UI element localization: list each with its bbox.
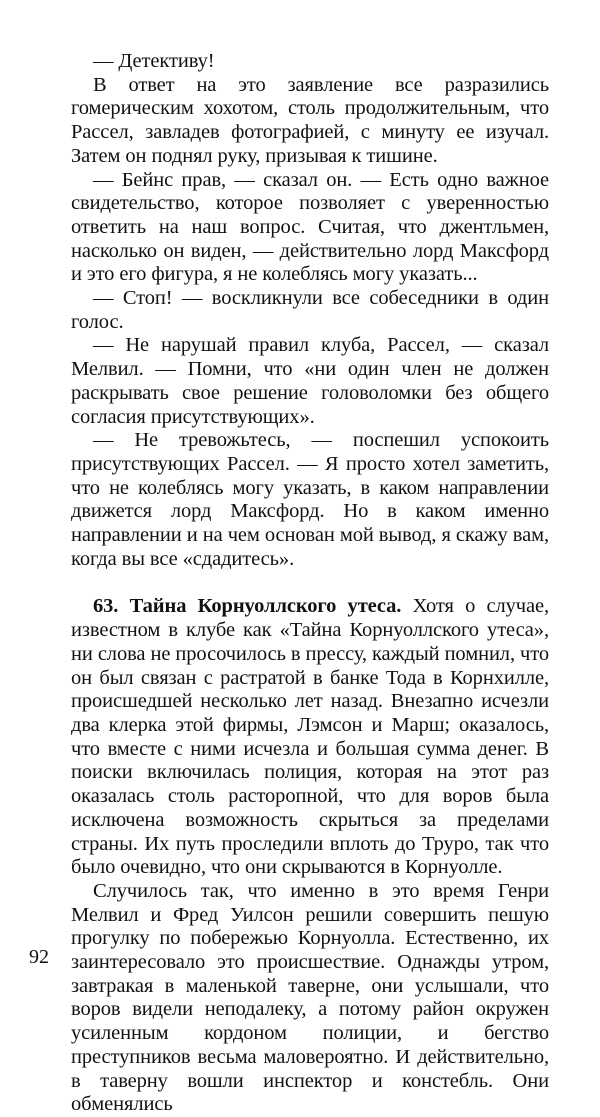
paragraph-dont-worry: — Не тревожьтесь, — поспешил успокоить присутствующих Рассел. — Я просто хотел заметить, что не колеблясь могу указать, в каком направлении движется лорд Максфорд. Но в каком именно направлении и на чем основан мой вывод, я скажу вам, когда вы все «сдадитесь». [71,429,549,570]
section-first-paragraph [71,595,549,879]
paragraph-baines-right: — Бейнс прав, — сказал он. — Есть одно важное свидетельство, которое позволяет с уверенностью ответить на наш вопрос. Считая, что джентльмен, насколько он виден, — действительно лорд Максфорд и это его фигура, я не колеблясь могу указать... [71,168,549,286]
page-number: 92 [29,946,49,968]
dialogue-paragraph-detective: — Детективу! [93,50,215,72]
section-heading: 63. Тайна Корнуоллского утеса. [93,595,402,618]
section-first-paragraph-text: Хотя о случае, известном в клубе как «Тайна Корнуоллского утеса», ни слова не просочилось в прессу, каждый помнил, что он был связан с растратой в банке Тода в Корнхилле, происшедшей несколько лет назад. Внезапно исчезли два клерка этой фирмы, Лэмсон и Марш; оказалось, что вместе с ними исчезла и большая сумма денег. В поиски включилась полиция, которая на этот раз оказалась столь расторопной, что для воров была исключена возможность скрыться за пределами страны. Их путь проследили вплоть до Труро, так что было очевидно, что они скрываются в Корнуолле. [71,595,549,879]
page-content [71,50,549,1117]
paragraph-stop: — Стоп! — воскликнули все собеседники в один голос. [71,287,549,333]
paragraph-laughter: В ответ на это заявление все разразились гомерическим хохотом, столь продолжительным, что Рассел, завладев фотографией, с минуту ее изучал. Затем он поднял руку, призывая к тишине. [71,73,549,167]
section-second-paragraph: Случилось так, что именно в это время Генри Мелвил и Фред Уилсон решили совершить пешую прогулку по побережью Корнуолла. Естественно, их заинтересовало это происшествие. Однажды утром, завтракая в маленькой таверне, они услышали, что воров видели неподалеку, а потому район окружен усиленным кордоном полиции, и бегство преступников весьма маловероятно. И действительно, в таверну вошли инспектор и констебль. Они обменялись [71,879,549,1116]
paragraph-club-rules: — Не нарушай правил клуба, Рассел, — сказал Мелвил. — Помни, что «ни один член не должен раскрывать свое решение головоломки без общего согласия присутствующих». [71,334,549,428]
